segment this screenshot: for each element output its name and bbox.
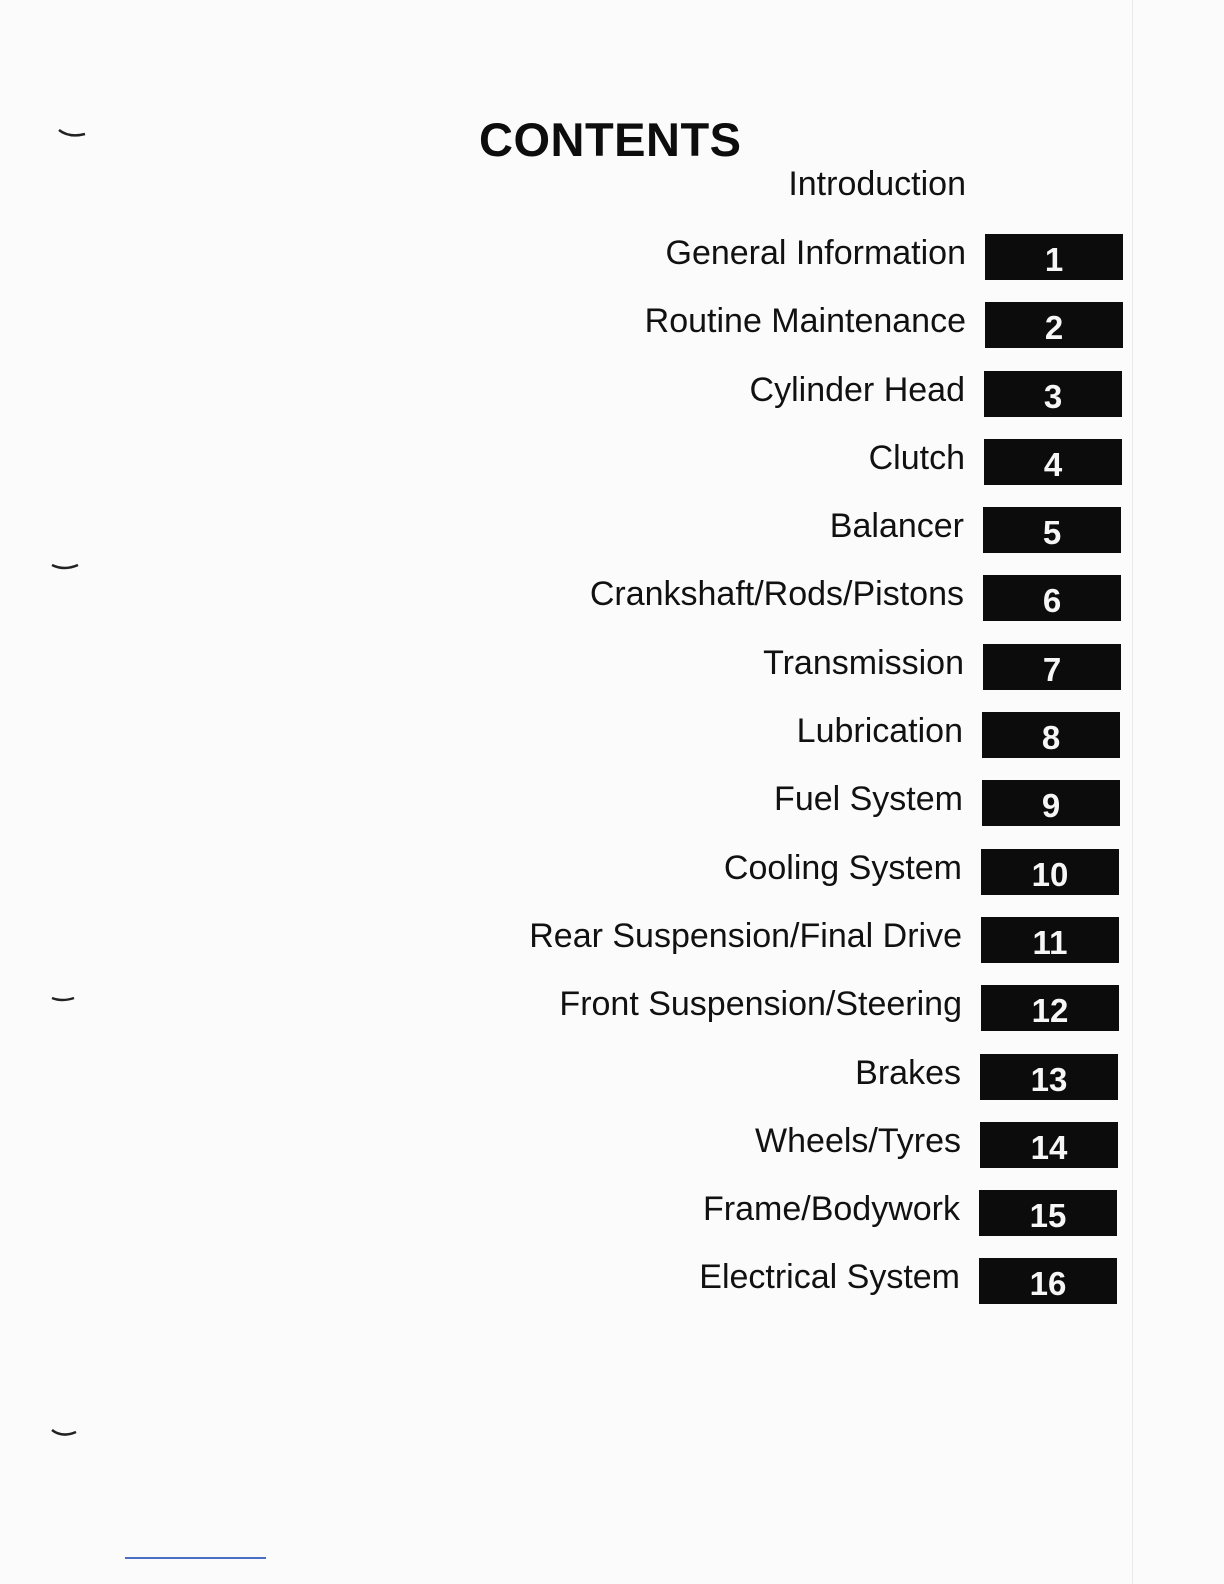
toc-item[interactable] [0, 503, 1222, 571]
section-tab-number[interactable]: 7 [983, 644, 1121, 690]
toc-item[interactable] [0, 708, 1221, 776]
section-tab-number[interactable]: 5 [983, 507, 1121, 553]
section-tab-number[interactable]: 12 [981, 985, 1119, 1031]
toc-item[interactable] [0, 640, 1222, 708]
toc-item[interactable] [0, 1254, 1218, 1322]
toc-item-label[interactable]: Cooling System [723, 848, 962, 887]
section-tab-number[interactable]: 11 [981, 917, 1119, 963]
toc-item[interactable] [0, 298, 1224, 366]
toc-item[interactable] [0, 1118, 1219, 1186]
section-tab-number[interactable]: 16 [979, 1258, 1117, 1304]
section-tab-number[interactable]: 13 [980, 1054, 1118, 1100]
toc-introduction[interactable]: Introduction [788, 165, 966, 203]
toc-item-label[interactable]: Cylinder Head [749, 370, 965, 409]
toc-item-label[interactable]: Electrical System [699, 1258, 960, 1297]
section-tab-number[interactable]: 6 [983, 575, 1121, 621]
toc-item-label[interactable]: Wheels/Tyres [755, 1121, 961, 1160]
section-tab-number[interactable]: 10 [981, 849, 1119, 895]
toc-item[interactable] [0, 913, 1220, 981]
toc-item[interactable] [0, 571, 1222, 639]
toc-item[interactable] [0, 1050, 1219, 1118]
toc-item[interactable] [0, 435, 1223, 503]
toc-item-label[interactable]: Routine Maintenance [644, 302, 966, 341]
toc-item[interactable] [0, 845, 1220, 913]
toc-item[interactable] [0, 776, 1221, 844]
section-tab-number[interactable]: 15 [979, 1190, 1117, 1236]
footer-rule [125, 1557, 266, 1559]
toc-item-label[interactable]: Fuel System [774, 780, 963, 819]
toc-item-label[interactable]: Crankshaft/Rods/Pistons [589, 575, 964, 614]
toc-item-label[interactable]: Front Suspension/Steering [559, 985, 962, 1024]
section-tab-number[interactable]: 3 [984, 371, 1122, 417]
section-tab-number[interactable]: 9 [982, 780, 1120, 826]
binder-hole-mark-icon [55, 120, 95, 150]
section-tab-number[interactable]: 2 [985, 302, 1123, 348]
toc-item-label[interactable]: Rear Suspension/Final Drive [529, 916, 962, 955]
toc-item-label[interactable]: Transmission [763, 643, 964, 682]
section-tab-number[interactable]: 14 [980, 1122, 1118, 1168]
toc-list [0, 230, 1224, 1323]
toc-item[interactable] [0, 367, 1223, 435]
toc-item[interactable] [0, 981, 1220, 1049]
toc-item-label[interactable]: Clutch [868, 438, 965, 477]
page-title: CONTENTS [479, 113, 742, 166]
toc-item-label[interactable]: Brakes [855, 1053, 961, 1092]
toc-item[interactable] [0, 1186, 1218, 1254]
section-tab-number[interactable]: 4 [984, 439, 1122, 485]
toc-item-label[interactable]: Balancer [829, 507, 964, 546]
toc-item-label[interactable]: Lubrication [796, 712, 963, 751]
toc-item-label[interactable]: Frame/Bodywork [703, 1190, 960, 1229]
binder-hole-mark-icon [48, 1420, 88, 1450]
section-tab-number[interactable]: 8 [982, 712, 1120, 758]
section-tab-number[interactable]: 1 [985, 234, 1123, 280]
toc-item-label[interactable]: General Information [665, 234, 966, 272]
toc-item[interactable] [0, 230, 1224, 298]
